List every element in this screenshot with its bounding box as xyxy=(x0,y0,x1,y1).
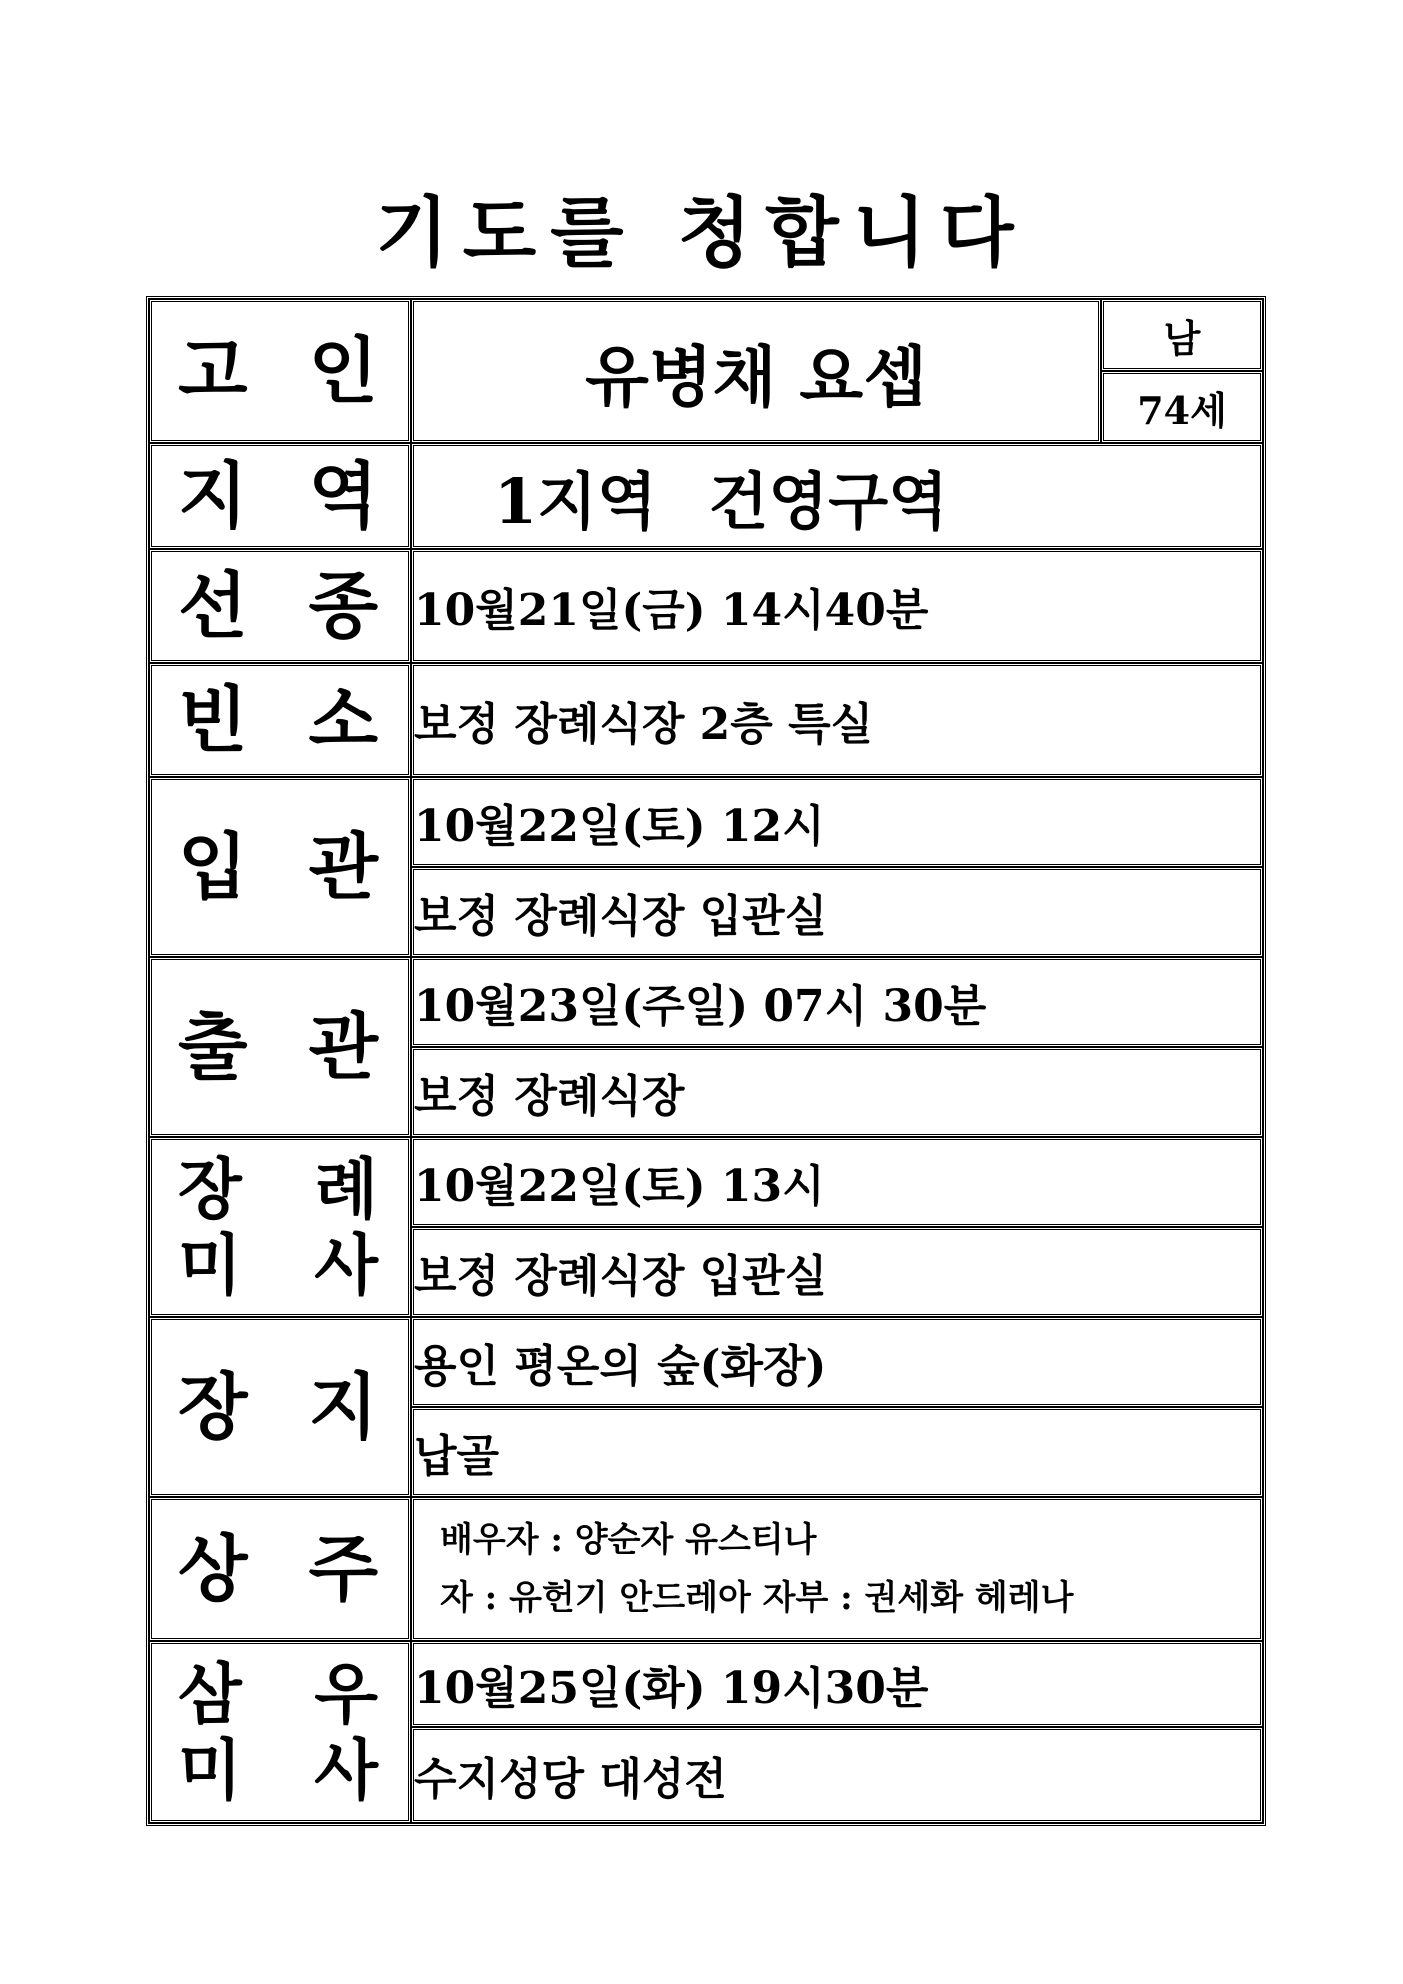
chief-mourners-row xyxy=(149,1497,1263,1641)
departure-time: 10월23일(주일) 07시 30분 xyxy=(411,957,1263,1047)
funeral-mass-row xyxy=(149,1137,1263,1227)
encoffining-row xyxy=(149,777,1263,867)
deceased-label: 고 인 xyxy=(149,299,411,443)
mortuary-row xyxy=(149,663,1263,777)
spouse-line: 배우자 : 양순자 유스티나 xyxy=(440,1520,817,1560)
funeral-notice-table xyxy=(146,296,1266,1826)
death-row xyxy=(149,549,1263,663)
departure-row xyxy=(149,957,1263,1047)
encoffining-time: 10월22일(토) 12시 xyxy=(411,777,1263,867)
chief-mourners-list xyxy=(411,1497,1263,1641)
third-day-mass-row xyxy=(149,1641,1263,1727)
mortuary-place: 보정 장례식장 2층 특실 xyxy=(411,663,1263,777)
encoffining-place: 보정 장례식장 입관실 xyxy=(411,867,1263,957)
departure-label: 출 관 xyxy=(149,957,411,1137)
deceased-gender: 남 xyxy=(1101,299,1263,371)
region-value: 1지역 건영구역 xyxy=(411,443,1263,549)
burial-label: 장 지 xyxy=(149,1317,411,1497)
death-time: 10월21일(금) 14시40분 xyxy=(411,549,1263,663)
departure-place: 보정 장례식장 xyxy=(411,1047,1263,1137)
chief-mourners-label: 상 주 xyxy=(149,1497,411,1641)
encoffining-label: 입 관 xyxy=(149,777,411,957)
funeral-mass-label: 장 례 미 사 xyxy=(149,1137,411,1317)
page-title: 기도를 청합니다 xyxy=(375,188,1028,277)
mortuary-label: 빈 소 xyxy=(149,663,411,777)
funeral-mass-place: 보정 장례식장 입관실 xyxy=(411,1227,1263,1317)
third-day-mass-place: 수지성당 대성전 xyxy=(411,1727,1263,1823)
children-line: 자 : 유헌기 안드레아 자부 : 권세화 헤레나 xyxy=(440,1578,1074,1618)
burial-place: 용인 평온의 숲(화장) xyxy=(411,1317,1263,1407)
region-label: 지 역 xyxy=(149,443,411,549)
region-row xyxy=(149,443,1263,549)
deceased-row xyxy=(149,299,1263,371)
deceased-name: 유병채 요셉 xyxy=(411,299,1101,443)
funeral-mass-time: 10월22일(토) 13시 xyxy=(411,1137,1263,1227)
third-day-mass-time: 10월25일(화) 19시30분 xyxy=(411,1641,1263,1727)
death-label: 선 종 xyxy=(149,549,411,663)
third-day-mass-label: 삼 우 미 사 xyxy=(149,1641,411,1823)
burial-row xyxy=(149,1317,1263,1407)
deceased-age: 74세 xyxy=(1101,371,1263,443)
burial-method: 납골 xyxy=(411,1407,1263,1497)
